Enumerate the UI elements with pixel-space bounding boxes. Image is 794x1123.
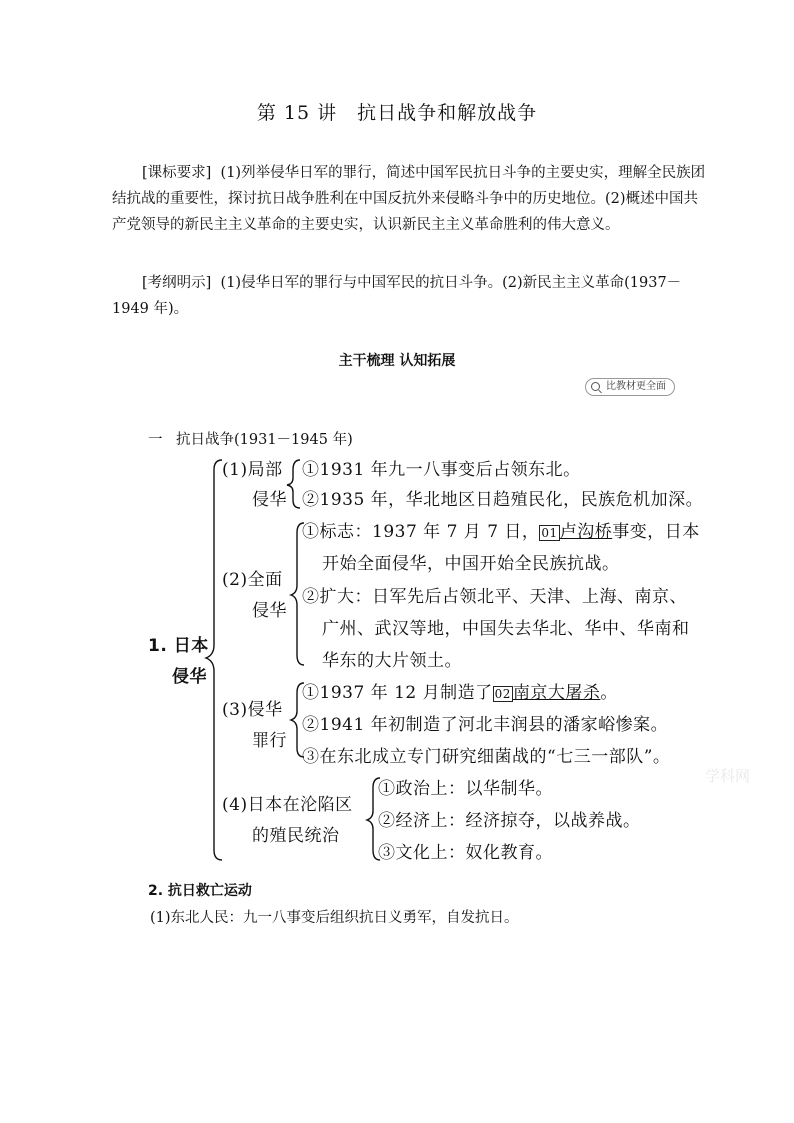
branch1-label-line1: (1)局部 — [222, 460, 283, 480]
branch2-label-line2: 侵华 — [252, 601, 287, 621]
curriculum-text: (1)列举侵华日军的罪行，简述中国军民抗日斗争的主要史实，理解全民族团结抗战的重要性，探讨抗日战争胜利在中国反抗外来侵略斗争中的历史地位。(2)概述中国共产党领导的新民主主义革命的主要史实，认识新民主主义革命胜利的伟大意义。 — [112, 165, 706, 233]
watermark: 学科网 — [705, 767, 751, 785]
curriculum-tag: [课标要求] — [142, 165, 212, 181]
branch2-item1-cont: 开始全面侵华，中国开始全民族抗战。 — [322, 554, 620, 574]
branch1-label-line2: 侵华 — [252, 490, 287, 510]
part-two-paragraph: (1)东北人民：九一八事变后组织抗日义勇军，自发抗日。 — [150, 910, 519, 926]
branch3-label-line2: 罪行 — [252, 731, 287, 751]
branch2-item2-line1: ②扩大：日军先后占领北平、天津、上海、南京、 — [302, 587, 687, 607]
branch4-item3: ③文化上：奴化教育。 — [378, 843, 553, 863]
part-one-number: 一 — [148, 432, 163, 448]
root-bracket — [206, 460, 222, 860]
mindmap-root-line2: 侵华 — [172, 667, 207, 687]
answer-nanjing-massacre: 南京大屠杀 — [512, 683, 601, 703]
branch2-label-line1: (2)全面 — [222, 570, 283, 590]
branch3-item2: ②1941 年初制造了河北丰润县的潘家峪惨案。 — [302, 715, 669, 735]
branch2-item2-line2: 广州、武汉等地，中国失去华北、华中、华南和 — [322, 619, 690, 639]
section-heading: 主干梳理 认知拓展 — [338, 353, 456, 369]
branch4-label-line2: 的殖民统治 — [252, 826, 340, 846]
answer-lugouqiao: 卢沟桥 — [559, 522, 613, 542]
branch1-item2: ②1935 年，华北地区日趋殖民化，民族危机加深。 — [302, 490, 704, 510]
part-one-title: 抗日战争(1931－1945 年) — [176, 432, 353, 448]
branch4-label-line1: (4)日本在沦陷区 — [222, 795, 353, 815]
branch2-item1: ①标志：1937 年 7 月 7 日， 01 卢沟桥事变，日本 — [302, 522, 700, 542]
branch3-item3: ③在东北成立专门研究细菌战的“七三一部队”。 — [302, 747, 671, 767]
exam-outline-text: (1)侵华日军的罪行与中国军民的抗日斗争。(2)新民主主义革命(1937－1949 年)。 — [112, 275, 682, 317]
branch4-item1: ①政治上：以华制华。 — [378, 779, 553, 799]
page-title: 第 15 讲 抗日战争和解放战争 — [256, 102, 538, 124]
branch3-label-line1: (3)侵华 — [222, 700, 283, 720]
exam-outline-tag: [考纲明示] — [142, 275, 212, 291]
branch4-item2: ②经济上：经济掠夺，以战养战。 — [378, 811, 641, 831]
answer-marker-01: 01 — [541, 526, 558, 540]
part-two-heading: 2. 抗日救亡运动 — [148, 883, 252, 899]
mindmap-root-line1: 1. 日本 — [148, 636, 209, 656]
branch2-item2-line3: 华东的大片领土。 — [322, 651, 462, 671]
b1-bracket — [287, 460, 300, 508]
badge-label: 比教材更全面 — [606, 381, 666, 392]
answer-marker-02: 02 — [494, 687, 511, 701]
branch1-item1: ①1931 年九一八事变后占领东北。 — [302, 460, 581, 480]
branch3-item1: ①1937 年 12 月制造了 02 南京大屠杀。 — [302, 683, 618, 703]
